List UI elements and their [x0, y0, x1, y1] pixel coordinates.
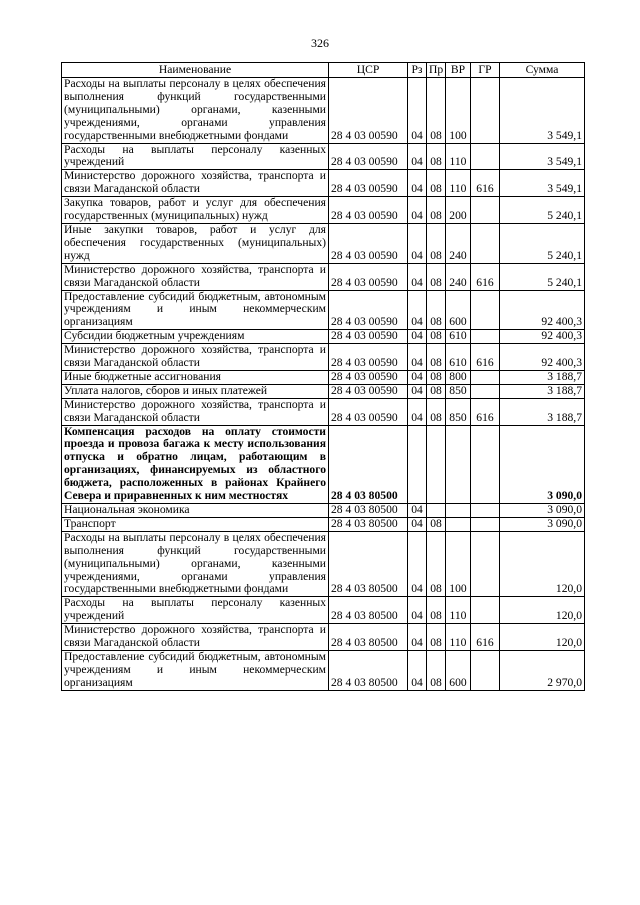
- cell-vr: 850: [446, 398, 471, 425]
- page-number: 326: [311, 36, 329, 50]
- cell-vr: 200: [446, 197, 471, 224]
- cell-csr: 28 4 03 00590: [329, 197, 408, 224]
- cell-csr: 28 4 03 80500: [329, 504, 408, 518]
- cell-gr: [471, 531, 500, 597]
- cell-gr: [471, 197, 500, 224]
- cell-sum: 5 240,1: [500, 197, 585, 224]
- cell-rz: 04: [408, 384, 427, 398]
- table-row: [62, 504, 585, 518]
- header-gr: ГР: [471, 63, 500, 78]
- cell-gr: [471, 370, 500, 384]
- cell-sum: 92 400,3: [500, 344, 585, 371]
- cell-pr: 08: [427, 223, 446, 263]
- cell-vr: [446, 504, 471, 518]
- header-csr: ЦСР: [329, 63, 408, 78]
- cell-vr: 800: [446, 370, 471, 384]
- cell-rz: 04: [408, 504, 427, 518]
- table-row: [62, 197, 585, 224]
- cell-rz: [408, 425, 427, 503]
- cell-sum: 2 970,0: [500, 650, 585, 690]
- cell-pr: 08: [427, 344, 446, 371]
- cell-pr: 08: [427, 143, 446, 170]
- cell-vr: 110: [446, 597, 471, 624]
- cell-csr: 28 4 03 00590: [329, 263, 408, 290]
- cell-sum: 120,0: [500, 531, 585, 597]
- cell-sum: 3 090,0: [500, 517, 585, 531]
- table-row: [62, 170, 585, 197]
- cell-sum: 120,0: [500, 624, 585, 651]
- cell-rz: 04: [408, 143, 427, 170]
- cell-name: Субсидии бюджетным учреждениям: [62, 330, 329, 344]
- cell-name: Транспорт: [62, 517, 329, 531]
- cell-rz: 04: [408, 330, 427, 344]
- cell-pr: 08: [427, 517, 446, 531]
- header-vr: ВР: [446, 63, 471, 78]
- cell-name: Министерство дорожного хозяйства, транспорта и связи Магаданской области: [62, 624, 329, 651]
- cell-vr: [446, 517, 471, 531]
- cell-vr: 240: [446, 263, 471, 290]
- cell-sum: 3 188,7: [500, 398, 585, 425]
- cell-name: Расходы на выплаты персоналу в целях обеспечения выполнения функций государственными (муниципальными) органами, казенными учреждениями, органами управления государственными внебюджетными фондами: [62, 78, 329, 144]
- cell-csr: 28 4 03 00590: [329, 384, 408, 398]
- cell-pr: 08: [427, 384, 446, 398]
- cell-sum: 5 240,1: [500, 263, 585, 290]
- cell-vr: 110: [446, 170, 471, 197]
- cell-vr: 610: [446, 344, 471, 371]
- cell-vr: 850: [446, 384, 471, 398]
- cell-gr: 616: [471, 344, 500, 371]
- cell-rz: 04: [408, 197, 427, 224]
- cell-sum: 92 400,3: [500, 290, 585, 330]
- cell-gr: [471, 597, 500, 624]
- cell-sum: 3 090,0: [500, 504, 585, 518]
- cell-gr: 616: [471, 398, 500, 425]
- cell-sum: 92 400,3: [500, 330, 585, 344]
- cell-csr: 28 4 03 80500: [329, 624, 408, 651]
- cell-vr: 100: [446, 531, 471, 597]
- cell-pr: 08: [427, 197, 446, 224]
- cell-name: Расходы на выплаты персоналу в целях обеспечения выполнения функций государственными (муниципальными) органами, казенными учреждениями, органами управления государственными внебюджетными фондами: [62, 531, 329, 597]
- cell-sum: 3 188,7: [500, 370, 585, 384]
- cell-sum: 3 090,0: [500, 425, 585, 503]
- cell-csr: 28 4 03 00590: [329, 330, 408, 344]
- header-name: Наименование: [62, 63, 329, 78]
- table-row: [62, 344, 585, 371]
- table-row: [62, 531, 585, 597]
- cell-rz: 04: [408, 290, 427, 330]
- table-row: [62, 624, 585, 651]
- cell-vr: 240: [446, 223, 471, 263]
- table-row: [62, 223, 585, 263]
- cell-vr: [446, 425, 471, 503]
- cell-name: Иные бюджетные ассигнования: [62, 370, 329, 384]
- cell-sum: 120,0: [500, 597, 585, 624]
- cell-pr: 08: [427, 78, 446, 144]
- cell-csr: 28 4 03 80500: [329, 531, 408, 597]
- header-rz: Рз: [408, 63, 427, 78]
- cell-gr: [471, 517, 500, 531]
- table-header-row: [62, 63, 585, 78]
- cell-gr: [471, 504, 500, 518]
- cell-sum: 3 549,1: [500, 143, 585, 170]
- cell-name: Закупка товаров, работ и услуг для обеспечения государственных (муниципальных) нужд: [62, 197, 329, 224]
- cell-rz: 04: [408, 170, 427, 197]
- cell-csr: 28 4 03 80500: [329, 517, 408, 531]
- table-row: [62, 517, 585, 531]
- cell-rz: 04: [408, 223, 427, 263]
- table-row: [62, 597, 585, 624]
- cell-rz: 04: [408, 78, 427, 144]
- table-row: [62, 398, 585, 425]
- header-pr: Пр: [427, 63, 446, 78]
- cell-gr: [471, 143, 500, 170]
- cell-pr: 08: [427, 290, 446, 330]
- cell-csr: 28 4 03 80500: [329, 597, 408, 624]
- cell-name: Расходы на выплаты персоналу казенных учреждений: [62, 597, 329, 624]
- cell-gr: [471, 384, 500, 398]
- cell-pr: 08: [427, 597, 446, 624]
- budget-table: [61, 62, 585, 691]
- cell-csr: 28 4 03 00590: [329, 370, 408, 384]
- cell-rz: 04: [408, 398, 427, 425]
- cell-csr: 28 4 03 00590: [329, 170, 408, 197]
- cell-vr: 600: [446, 650, 471, 690]
- cell-pr: 08: [427, 170, 446, 197]
- cell-csr: 28 4 03 00590: [329, 78, 408, 144]
- cell-pr: 08: [427, 398, 446, 425]
- cell-pr: 08: [427, 624, 446, 651]
- cell-pr: 08: [427, 263, 446, 290]
- cell-vr: 110: [446, 624, 471, 651]
- cell-rz: 04: [408, 344, 427, 371]
- cell-csr: 28 4 03 00590: [329, 398, 408, 425]
- cell-name: Компенсация расходов на оплату стоимости проезда и провоза багажа к месту использования отпуска и обратно лицам, работающим в организациях, финансируемых из областного бюджета, расположенных в районах Крайнего Севера и приравненных к ним местностях: [62, 425, 329, 503]
- cell-name: Министерство дорожного хозяйства, транспорта и связи Магаданской области: [62, 344, 329, 371]
- table-row: [62, 370, 585, 384]
- cell-rz: 04: [408, 597, 427, 624]
- cell-vr: 100: [446, 78, 471, 144]
- cell-rz: 04: [408, 370, 427, 384]
- cell-gr: [471, 330, 500, 344]
- cell-name: Министерство дорожного хозяйства, транспорта и связи Магаданской области: [62, 170, 329, 197]
- cell-rz: 04: [408, 517, 427, 531]
- cell-vr: 610: [446, 330, 471, 344]
- cell-rz: 04: [408, 650, 427, 690]
- cell-name: Иные закупки товаров, работ и услуг для обеспечения государственных (муниципальных) нужд: [62, 223, 329, 263]
- cell-gr: [471, 425, 500, 503]
- cell-csr: 28 4 03 00590: [329, 223, 408, 263]
- table-row: [62, 330, 585, 344]
- cell-pr: 08: [427, 370, 446, 384]
- cell-csr: 28 4 03 00590: [329, 143, 408, 170]
- cell-csr: 28 4 03 00590: [329, 290, 408, 330]
- table-row: [62, 263, 585, 290]
- cell-csr: 28 4 03 80500: [329, 650, 408, 690]
- cell-csr: 28 4 03 00590: [329, 344, 408, 371]
- cell-gr: 616: [471, 263, 500, 290]
- table-row: [62, 290, 585, 330]
- cell-sum: 5 240,1: [500, 223, 585, 263]
- cell-name: Национальная экономика: [62, 504, 329, 518]
- cell-gr: 616: [471, 170, 500, 197]
- cell-sum: 3 549,1: [500, 78, 585, 144]
- cell-name: Министерство дорожного хозяйства, транспорта и связи Магаданской области: [62, 263, 329, 290]
- cell-vr: 600: [446, 290, 471, 330]
- cell-name: Предоставление субсидий бюджетным, автономным учреждениям и иным некоммерческим организациям: [62, 290, 329, 330]
- cell-rz: 04: [408, 624, 427, 651]
- table-body: [62, 78, 585, 691]
- cell-vr: 110: [446, 143, 471, 170]
- cell-sum: 3 549,1: [500, 170, 585, 197]
- cell-sum: 3 188,7: [500, 384, 585, 398]
- table-row: [62, 78, 585, 144]
- table-row: [62, 143, 585, 170]
- cell-name: Расходы на выплаты персоналу казенных учреждений: [62, 143, 329, 170]
- cell-rz: 04: [408, 531, 427, 597]
- cell-gr: [471, 223, 500, 263]
- cell-rz: 04: [408, 263, 427, 290]
- cell-gr: [471, 290, 500, 330]
- cell-gr: [471, 650, 500, 690]
- cell-pr: 08: [427, 650, 446, 690]
- table-row: [62, 650, 585, 690]
- table-row: [62, 425, 585, 503]
- cell-name: Предоставление субсидий бюджетным, автономным учреждениям и иным некоммерческим организациям: [62, 650, 329, 690]
- cell-pr: [427, 504, 446, 518]
- cell-pr: 08: [427, 330, 446, 344]
- cell-csr: 28 4 03 80500: [329, 425, 408, 503]
- cell-pr: 08: [427, 531, 446, 597]
- cell-name: Министерство дорожного хозяйства, транспорта и связи Магаданской области: [62, 398, 329, 425]
- cell-gr: [471, 78, 500, 144]
- header-sum: Сумма: [500, 63, 585, 78]
- cell-pr: [427, 425, 446, 503]
- cell-name: Уплата налогов, сборов и иных платежей: [62, 384, 329, 398]
- cell-gr: 616: [471, 624, 500, 651]
- table-row: [62, 384, 585, 398]
